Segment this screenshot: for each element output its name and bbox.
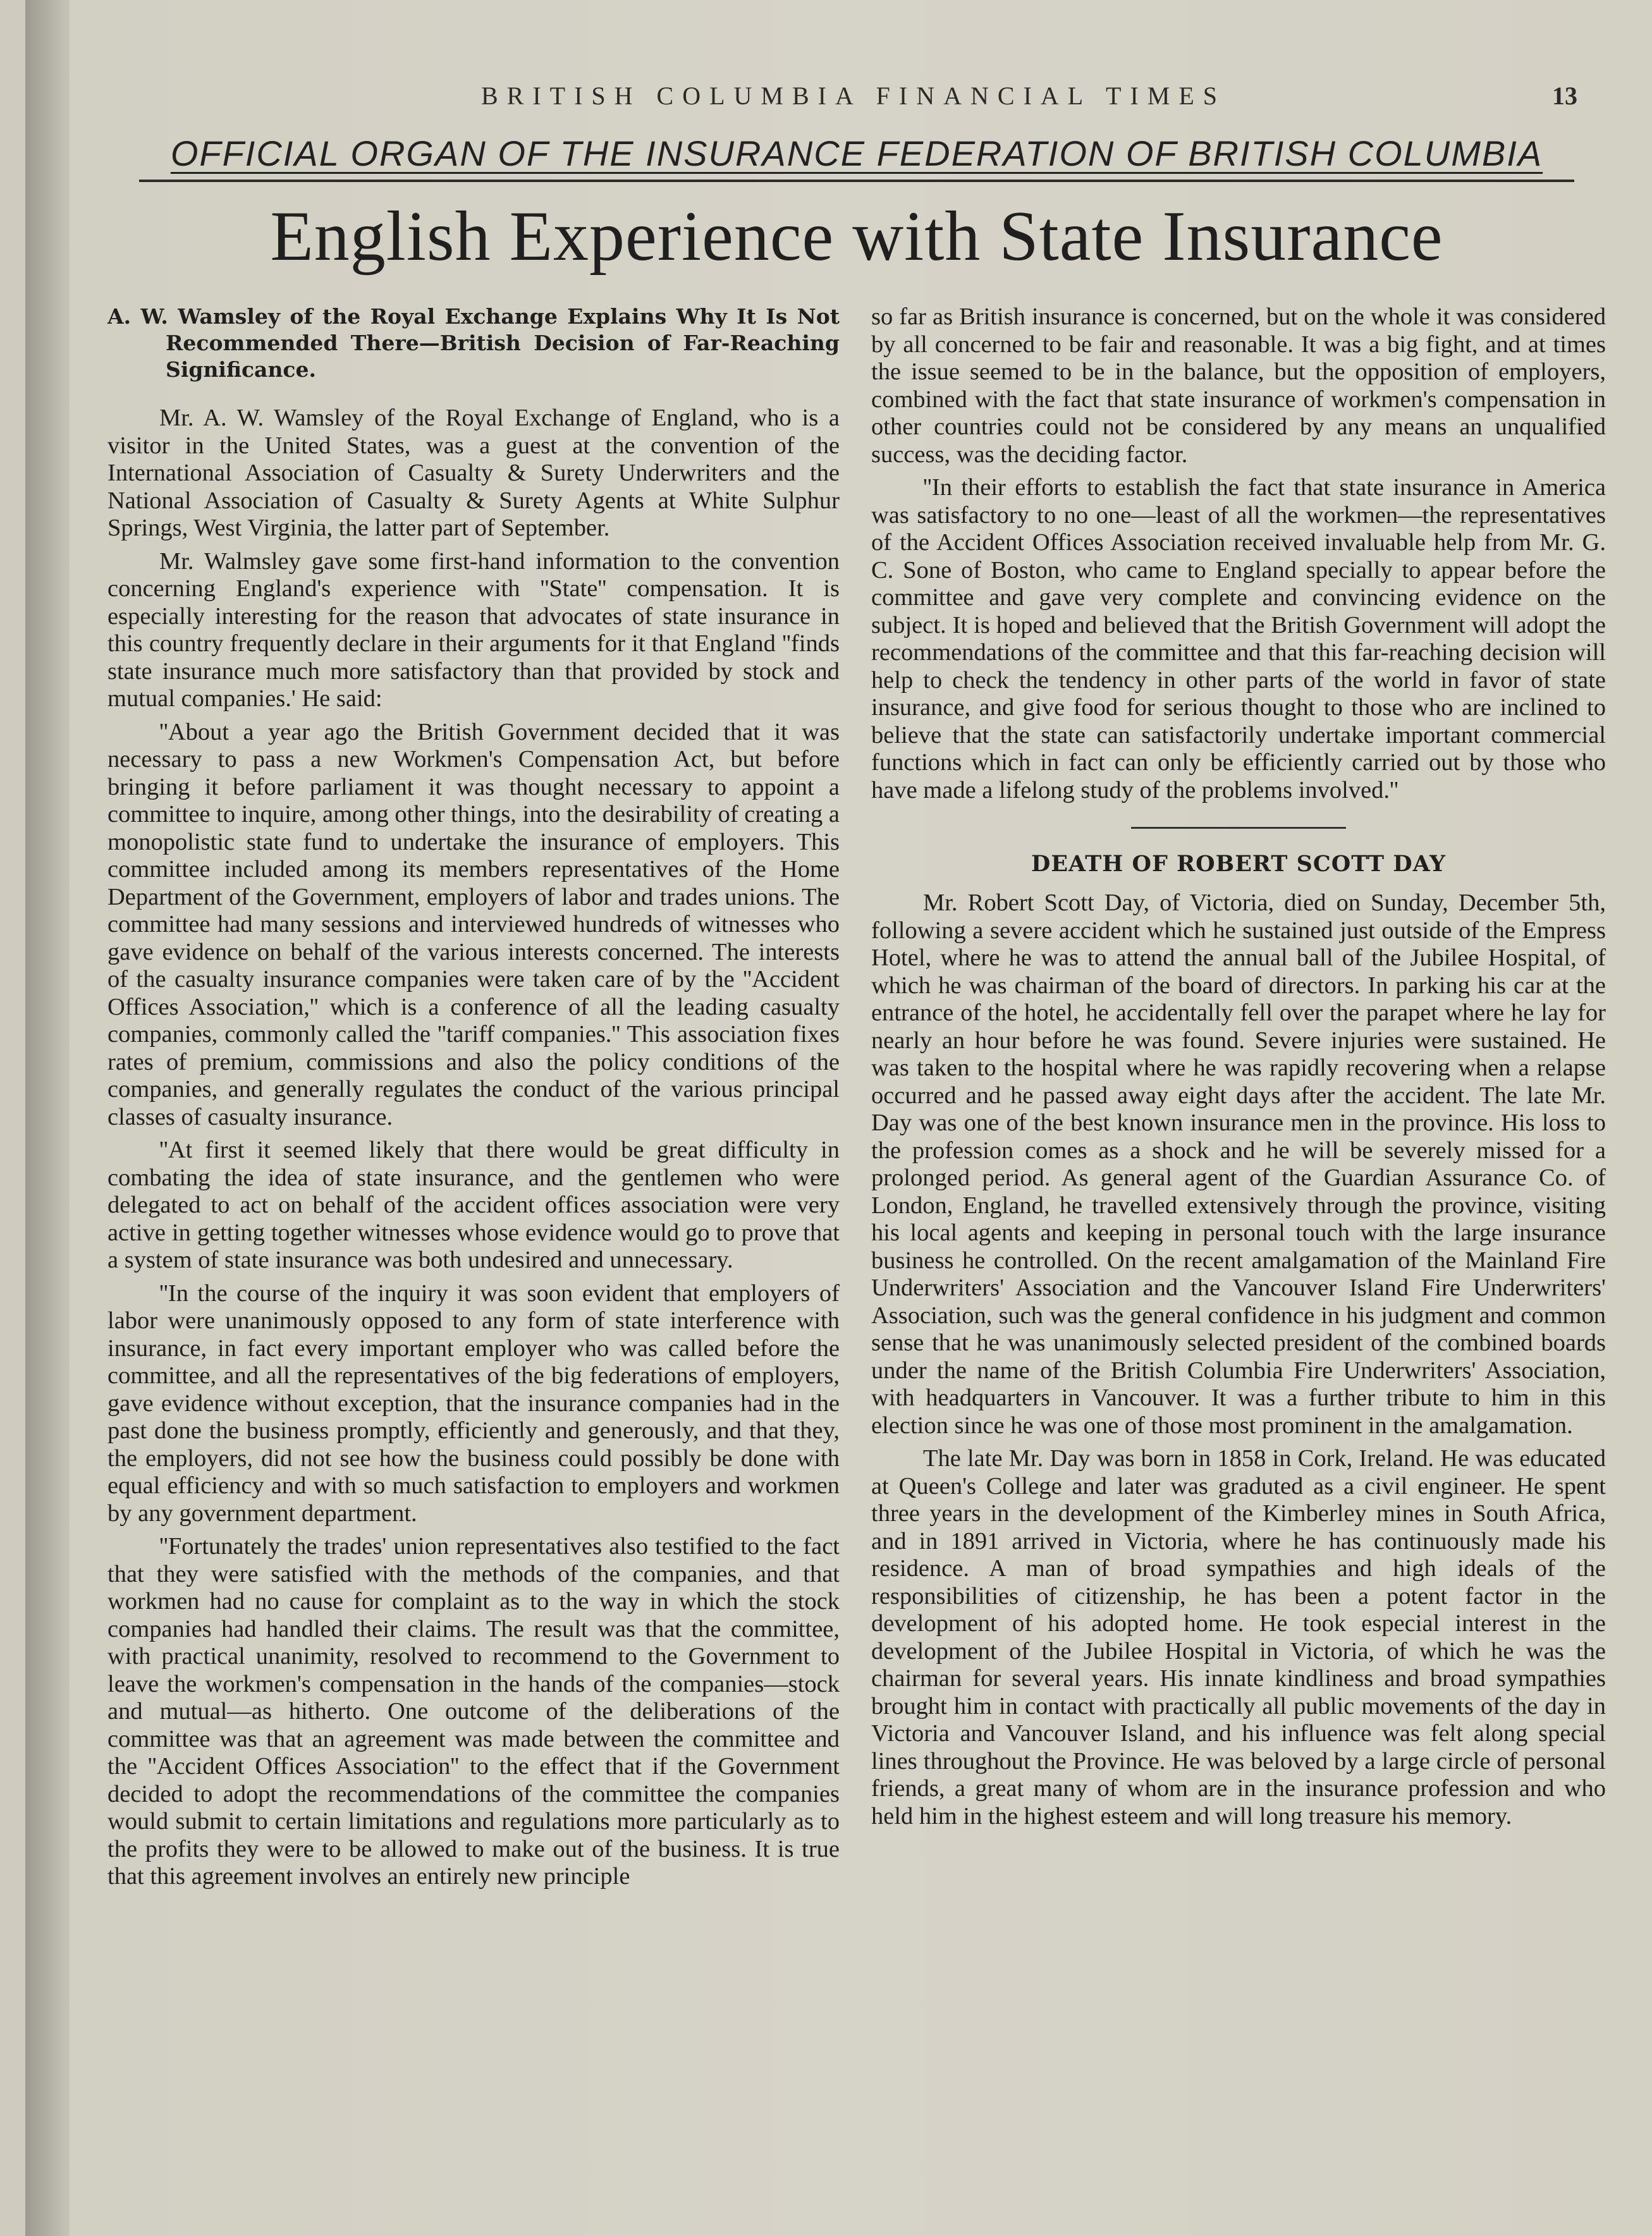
article-headline: English Experience with State Insurance [270, 197, 1443, 276]
article-paragraph: ''In their efforts to establish the fact that state insurance in America was satisfactory to no one—least of all the workmen—the representatives of the Accident Offices Association received invaluable help from Mr. G. C. Sone of Boston, who came to England specially to appear before the committee and gave very complete and convincing evidence on the subject. It is hoped and believed that the British Government will adopt the recommendations of the committee and that this far-reaching decision will help to check the tendency in other parts of the world in favor of state insurance, and give food for serious thought to those who are inclined to believe that the state can satisfactorily undertake important commercial functions which in fact can only be efficiently carried out by those who have made a lifelong study of the problems involved.'' [871, 474, 1606, 803]
left-column [107, 303, 840, 1891]
article-paragraph: Mr. A. W. Wamsley of the Royal Exchange of England, who is a visitor in the United States, was a guest at the convention of the International Association of Casualty & Surety Underwriters and the National Association of Casualty & Surety Agents at White Sulphur Springs, West Virginia, the latter part of September. [107, 405, 840, 541]
right-column [871, 303, 1606, 1830]
header-rule [139, 180, 1574, 182]
article-paragraph: Mr. Walmsley gave some first-hand information to the convention concerning England's experience with ''State'' compensation. It is especially interesting for the reason that advocates of state insurance in this country frequently declare in their arguments for it that England ''finds state insurance much more satisfactory than that provided by stock and mutual companies.' He said: [107, 547, 840, 712]
obituary-paragraph: The late Mr. Day was born in 1858 in Cork, Ireland. He was educated at Queen's College and later was graduted as a civil engineer. He spent three years in the development of the Kimberley mines in South Africa, and in 1891 arrived in Victoria, where he has continuously made his residence. A man of broad sympathies and high ideals of the responsibilities of citizenship, he has been a potent factor in the development of his adopted home. He took especial interest in the development of the Jubilee Hospital in Victoria, of which he was the chairman for several years. His innate kindliness and broad sympathies brought him in contact with practically all public movements of the day in Victoria and Vancouver Island, and his influence was felt along special lines throughout the Province. He was beloved by a large circle of personal friends, a great many of whom are in the insurance profession and who held him in the highest esteem and will long treasure his memory. [871, 1445, 1606, 1830]
page-number: 13 [1552, 82, 1577, 110]
obituary-paragraph: Mr. Robert Scott Day, of Victoria, died on Sunday, December 5th, following a severe accident which he sustained just outside of the Empress Hotel, where he was to attend the annual ball of the Jubilee Hospital, of which he was chairman of the board of directors. In parking his car at the entrance of the hotel, he accidentally fell over the parapet where he lay for nearly an hour before he was found. Severe injuries were sustained. He was taken to the hospital where he was rapidly recovering when a relapse occurred and he passed away eight days after the accident. The late Mr. Day was one of the best known insurance men in the province. His loss to the profession comes as a shock and he will be severely missed for a prolonged period. As general agent of the Guardian Assurance Co. of London, England, he travelled extensively through the province, visiting his local agents and keeping in personal touch with the large insurance business he controlled. On the recent amalgamation of the Mainland Fire Underwriters' Association and the Vancouver Island Fire Underwriters' Association, such was the general confidence in his judgment and common sense that he was unanimously selected president of the combined boards under the name of the British Columbia Fire Underwriters' Association, with headquarters in Vancouver. It was a further tribute to him in this election since he was one of those most prominent in the amalgamation. [871, 889, 1606, 1439]
article-paragraph: ''About a year ago the British Government decided that it was necessary to pass a new Workmen's Compensation Act, but before bringing it before parliament it was thought necessary to appoint a committee to inquire, among other things, into the desirability of creating a monopolistic state fund to undertake the insurance of employers. This committee included among its members representatives of the Home Department of the Government, employers of labor and trades unions. The committee had many sessions and interviewed hundreds of witnesses who gave evidence on behalf of the various interests concerned. The interests of the casualty insurance companies were taken care of by the ''Accident Offices Association,'' which is a conference of all the leading casualty companies, commonly called the ''tariff companies.'' This association fixes rates of premium, commissions and also the policy conditions of the companies, and generally regulates the conduct of the various principal classes of casualty insurance. [107, 718, 840, 1130]
article-paragraph: ''Fortunately the trades' union representatives also testified to the fact that they were satisfied with the methods of the companies, and that workmen had no cause for complaint as to the way in which the stock companies had handled their claims. The result was that the committee, with practical unanimity, resolved to recommend to the Government to leave the workmen's compensation in the hands of the companies—stock and mutual—as hitherto. One outcome of the deliberations of the committee was that an agreement was made between the committee and the ''Accident Offices Association'' to the effect that if the Government decided to adopt the recommendations of the committee the companies would submit to certain limitations and regulations more particularly as to the profits they were to be allowed to make out of the business. It is true that this agreement involves an entirely new principle [107, 1533, 840, 1890]
running-title: BRITISH COLUMBIA FINANCIAL TIMES [480, 82, 1227, 110]
obituary-title: DEATH OF ROBERT SCOTT DAY [1031, 851, 1447, 877]
article-paragraph: ''In the course of the inquiry it was soon evident that employers of labor were unanimously opposed to any form of state interference with insurance, in fact every important employer who was called before the committee, and all the representatives of the big federations of employers, gave evidence without exception, that the insurance companies had in the past done the business promptly, efficiently and generously, and that they, the employers, did not see how the business could possibly be done with equal efficiency and with so much satisfaction to employers and workmen by any government department. [107, 1280, 840, 1527]
official-organ-banner: OFFICIAL ORGAN OF THE INSURANCE FEDERATION OF BRITISH COLUMBIA [170, 133, 1543, 173]
article-paragraph-continued: so far as British insurance is concerned, but on the whole it was considered by all concerned to be fair and reasonable. It was a big fight, and at times the issue seemed to be in the balance, but the opposition of employers, combined with the fact that state insurance of workmen's compensation in other countries could not be considered by any means an unqualified success, was the deciding factor. [871, 303, 1606, 468]
section-divider [1131, 827, 1346, 829]
article-subhead: A. W. Wamsley of the Royal Exchange Explains Why It Is Not Recommended There—British Decision of Far-Reaching Significance. [107, 304, 840, 382]
article-paragraph: ''At first it seemed likely that there would be great difficulty in combating the idea of state insurance, and the gentlemen who were delegated to act on behalf of the accident offices association were very active in getting together witnesses whose evidence would go to prove that a system of state insurance was both undesired and unnecessary. [107, 1137, 840, 1273]
page-binding-shadow [25, 0, 70, 2236]
